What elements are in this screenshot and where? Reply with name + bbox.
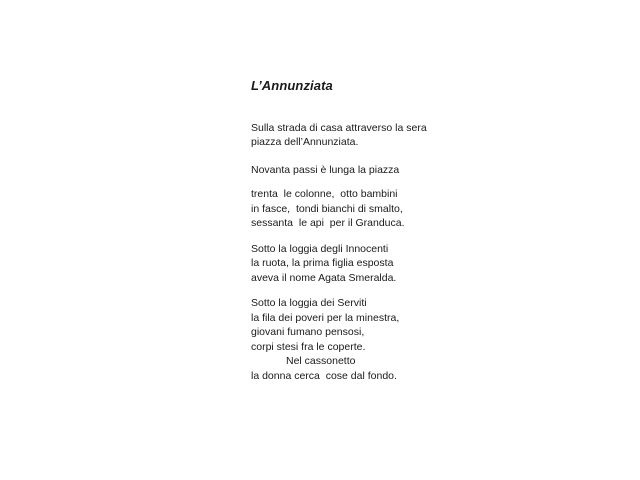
poem-line: la fila dei poveri per la minestra,	[251, 312, 400, 324]
poem-line: Novanta passi è lunga la piazza	[251, 164, 400, 176]
poem-line: Sulla strada di casa attraverso la sera	[251, 122, 427, 134]
poem-line: corpi stesi fra le coperte.	[251, 341, 366, 353]
poem-line: in fasce, tondi bianchi di smalto,	[251, 203, 403, 215]
poem-line: la ruota, la prima figlia esposta	[251, 257, 394, 269]
poem-line: sessanta le api per il Granduca.	[251, 217, 405, 229]
poem-line: Nel cassonetto	[251, 355, 356, 367]
poem-line: la donna cerca cose dal fondo.	[251, 370, 397, 382]
poem-title: L’Annunziata	[251, 78, 333, 93]
poem-line: Sotto la loggia dei Serviti	[251, 297, 367, 309]
poem-line: giovani fumano pensosi,	[251, 326, 365, 338]
poem-line: aveva il nome Agata Smeralda.	[251, 272, 397, 284]
poem-line: trenta le colonne, otto bambini	[251, 188, 398, 200]
poem-line: Sotto la loggia degli Innocenti	[251, 243, 389, 255]
poem-line: piazza dell’Annunziata.	[251, 136, 359, 148]
